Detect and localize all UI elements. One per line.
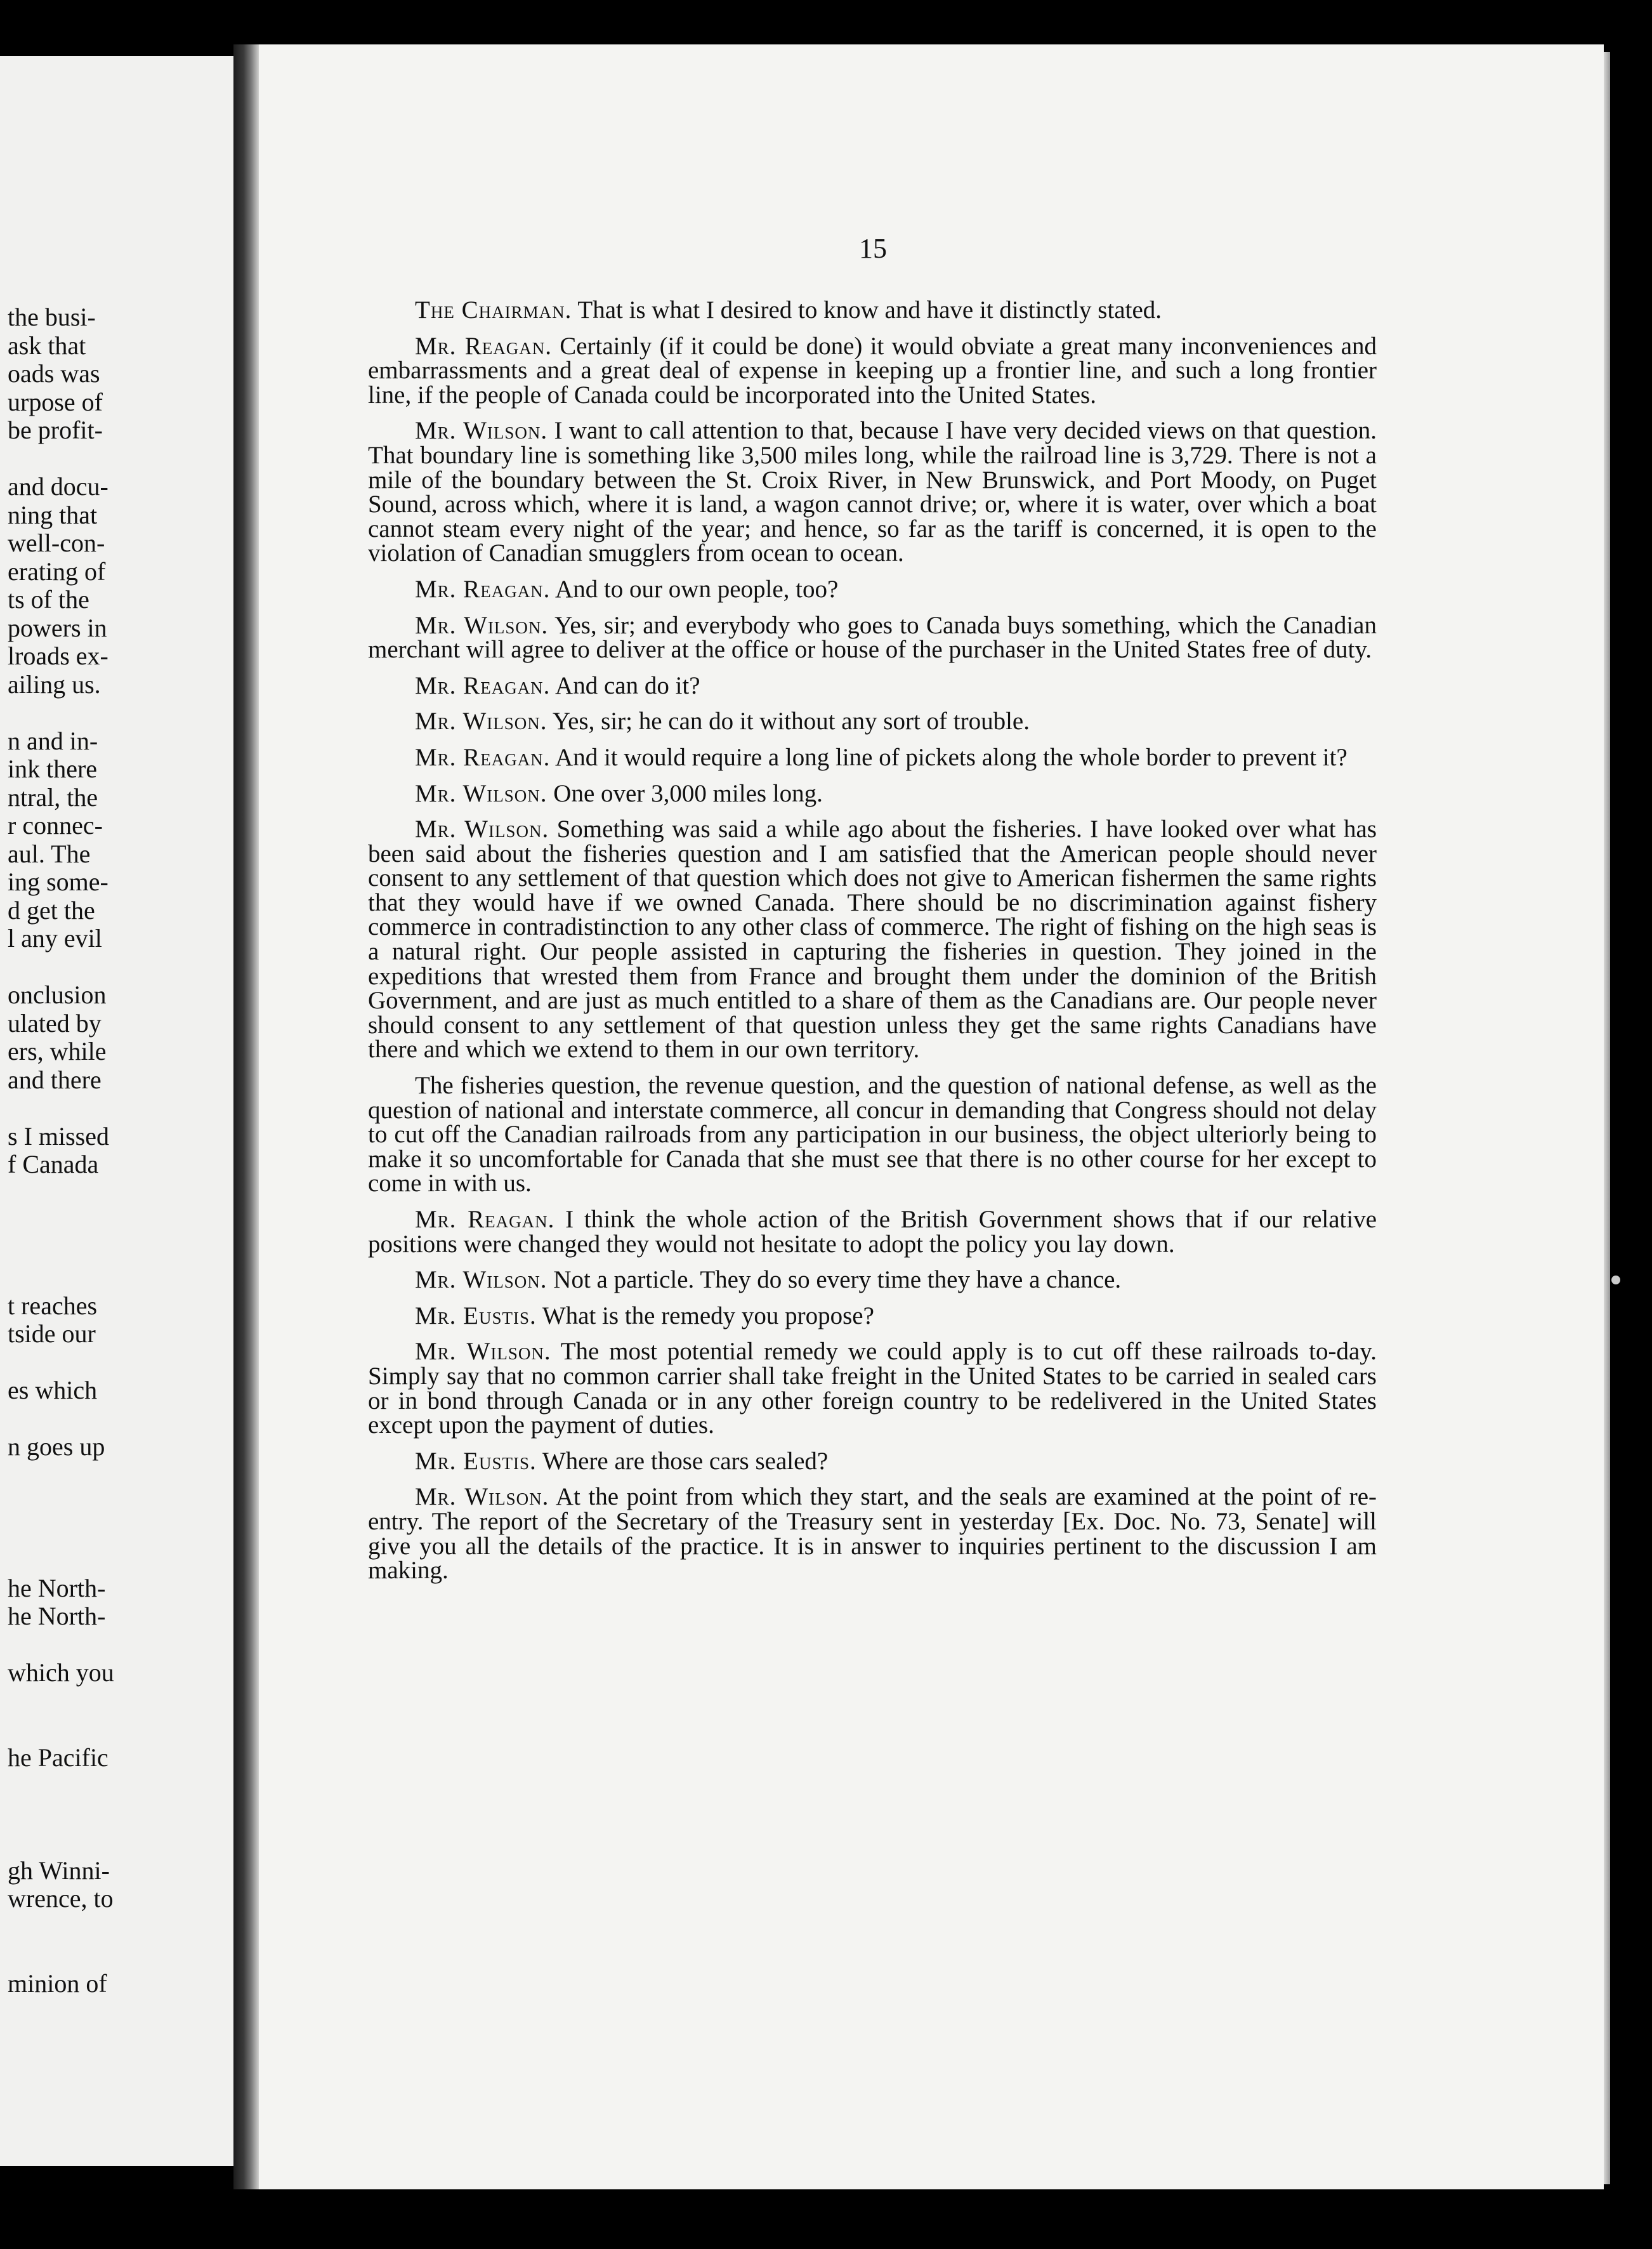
left-page-fragment: ulated by [8,1008,102,1038]
left-page-fragment: wrence, to [8,1884,114,1913]
left-page-fragment: ts of the [8,585,89,614]
speaker-name: Mr. Wilson. [415,417,548,445]
speaker-name: Mr. Reagan. [415,671,551,699]
left-page-fragment: ask that [8,331,86,360]
paragraph [368,298,1377,323]
speaker-name: Mr. Eustis. [415,1302,537,1329]
left-page-fragment: aul. The [8,839,91,868]
left-page-fragment: t reaches [8,1291,98,1320]
paragraph-text: Yes, sir; and everybody who goes to Canada buys something, which the Canadian merchant will agree to deliver at the office or house of the purchaser in the United States free of duty. [368,611,1377,664]
paragraph-text: Certainly (if it could be done) it would obviate a great many inconveniences and embarrassments and a great deal of expense in keeping up a frontier line, and such a long frontier line, if the people of Canada could be incorporated into the United States. [368,332,1377,409]
paragraph-text: That is what I desired to know and have it distinctly stated. [577,296,1162,324]
paragraph [368,1485,1377,1583]
speaker-name: The Chairman. [415,296,572,324]
left-page [0,56,235,2166]
paragraph [368,577,1377,602]
speaker-name: Mr. Wilson. [415,1483,549,1511]
left-page-fragment: he North- [8,1573,106,1602]
left-page-fragment: erating of [8,557,106,586]
paragraph [368,419,1377,566]
speaker-name: Mr. Wilson. [415,611,549,639]
left-page-fragment: d get the [8,895,95,925]
speaker-name: Mr. Reagan. [415,743,551,771]
left-page-fragment: lroads ex- [8,642,108,670]
paragraph-text: Something was said a while ago about the fisheries. I have looked over what has been said about the fisheries question and I am satisfied that the American people should never consent to any settlement of that question which does not give to American fishermen the same rights that they would have if we owned Canada. There should be no discrimination against fishery commerce in contradistinction to any other class of commerce. The right of fishing on the high seas is a natural right. Our people assisted in capturing the fisheries in question. They joined in the expeditions that wrested them from France and brought them under the dominion of the British Government, and are just as much entitled to a share of them as the Canadians are. Our people never should consent to any settlement of that question unless they get the same rights Canadians have there and which we extend to them in our own territory. [368,815,1377,1064]
speaker-name: Mr. Reagan. [415,575,551,603]
left-page-fragment: urpose of [8,387,103,416]
paragraph-text: Where are those cars sealed? [542,1447,829,1475]
page-number: 15 [859,233,887,264]
left-page-fragment: which you [8,1658,114,1687]
paragraph-text: At the point from which they start, and the seals are examined at the point of re-entry. The report of the Secretary of the Treasury sent in yesterday [Ex. Doc. No. 73, Senate] will give you all the details of the practice. It is in answer to inquiries pertinent to the discussion I am making. [368,1483,1377,1585]
left-page-fragment: and there [8,1065,102,1094]
left-page-fragment: he Pacific [8,1743,108,1772]
paragraph [368,1074,1377,1196]
left-page-fragment: powers in [8,613,107,642]
left-page-fragment: onclusion [8,980,107,1009]
paragraph-text: Yes, sir; he can do it without any sort of trouble. [552,708,1030,735]
paragraph-text: Not a particle. They do so every time they have a chance. [553,1266,1122,1294]
left-page-fragment: be profit- [8,416,103,444]
left-page-fragment: ntral, the [8,782,98,812]
left-page-fragment: r connec- [8,811,103,840]
left-page-fragment: ers, while [8,1037,107,1065]
page-edge [1604,52,1610,2184]
book-gutter [233,44,259,2189]
paragraph [368,611,1377,664]
left-page-fragment: oads was [8,359,100,388]
speaker-name: Mr. Reagan. [415,1206,555,1233]
left-page-fragment: gh Winni- [8,1856,110,1885]
paragraph-text: I want to call attention to that, because I have very decided views on that question. That boundary line is something like 3,500 miles long, while the railroad line is 3,729. There is not a mile of the boundary between the St. Croix River, in New Brunswick, and Port Moody, on Puget Sound, across which, where it is land, a wagon cannot drive; or, where it is water, over which a boat cannot steam every night of the year; and hence, so far as the tariff is concerned, it is open to the violation of Canadian smugglers from ocean to ocean. [368,417,1377,567]
paragraph [368,671,1377,699]
left-page-fragment: ning that [8,500,98,529]
paragraph-text: The most potential remedy we could apply is to cut off these railroads to-day. Simply say that no common carrier shall take freight in the United States to be carried in sealed cars or in bond through Canada or in any other foreign country to be redelivered in the United States except upon the payment of duties. [368,1338,1377,1439]
paragraph-text: I think the whole action of the British Government shows that if our relative positions were changed they would not hesitate to adopt the policy you lay down. [368,1206,1377,1258]
left-page-fragment: and docu- [8,472,108,501]
speaker-name: Mr. Wilson. [415,708,547,735]
paragraph [368,1208,1377,1256]
left-page-fragment: minion of [8,1969,107,1998]
page-body [368,298,1377,1595]
left-page-fragment: ink there [8,755,98,783]
speaker-name: Mr. Wilson. [415,815,549,843]
paragraph-text: And can do it? [555,671,700,699]
paragraph [368,709,1377,734]
paragraph [368,743,1377,771]
left-page-fragment: n and in- [8,726,98,755]
left-page-fragment: he North- [8,1602,106,1630]
paragraph [368,1304,1377,1329]
paragraph-text: And to our own people, too? [555,575,839,603]
left-page-fragment: l any evil [8,924,102,953]
paragraph-text: And it would require a long line of pickets along the whole border to prevent it? [555,743,1347,771]
speaker-name: Mr. Wilson. [415,1266,547,1294]
speaker-name: Mr. Wilson. [415,779,547,807]
speaker-name: Mr. Wilson. [415,1338,551,1366]
paragraph-text: What is the remedy you propose? [542,1302,874,1329]
left-page-fragment: f Canada [8,1150,99,1178]
left-page-fragment: s I missed [8,1121,109,1151]
paragraph-text: The fisheries question, the revenue question, and the question of national defense, as well as the question of national and interstate commerce, all concur in demanding that Congress should not delay to cut off the Canadian railroads from any participation in our business, the object ulteriorly being to make it so uncomfortable for Canada that she must see that there is no other course for her except to come in with us. [368,1072,1377,1197]
left-page-fragment: the busi- [8,303,96,331]
left-page-fragment: well-con- [8,529,105,557]
speaker-name: Mr. Reagan. [415,332,552,360]
paragraph-text: One over 3,000 miles long. [553,779,823,807]
speaker-name: Mr. Eustis. [415,1447,537,1475]
left-page-fragment: ailing us. [8,669,101,699]
scan-smudge [1611,1276,1620,1284]
paragraph [368,817,1377,1062]
left-page-fragment: es which [8,1376,98,1404]
left-page-fragment: tside our [8,1319,96,1348]
paragraph [368,779,1377,807]
paragraph [368,1449,1377,1474]
left-page-fragment: ing some- [8,867,108,896]
paragraph [368,1268,1377,1293]
left-page-fragment: n goes up [8,1432,105,1461]
paragraph [368,334,1377,408]
paragraph [368,1340,1377,1437]
